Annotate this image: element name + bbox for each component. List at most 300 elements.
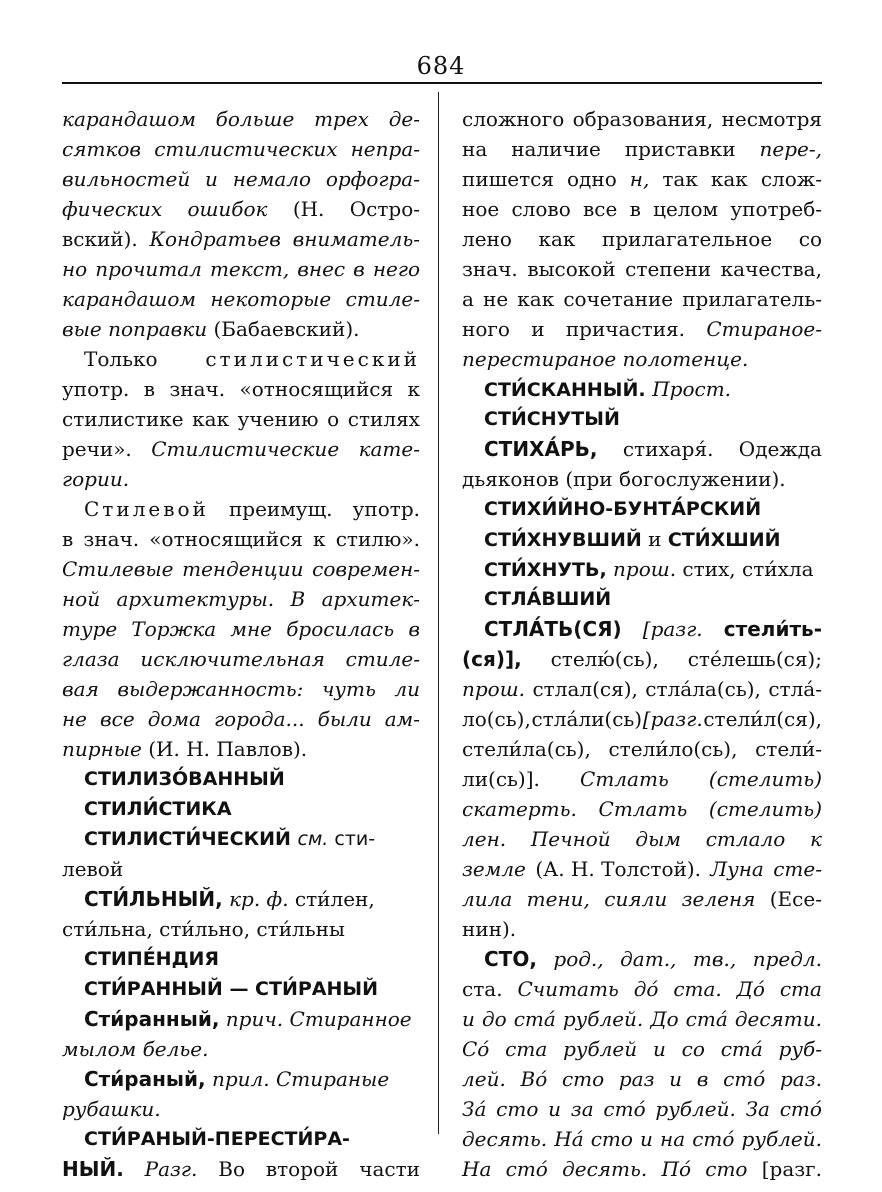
text-segment: чуть <box>321 677 376 701</box>
text-segment: ного <box>462 317 510 341</box>
text-segment: прич. Стиранное <box>219 1007 412 1031</box>
text-segment: ной <box>62 587 101 611</box>
text-segment: лила <box>462 887 513 911</box>
text-line <box>462 494 822 524</box>
text-line <box>62 1094 420 1124</box>
text-line <box>462 1064 822 1094</box>
text-segment: со <box>681 1037 705 1061</box>
text-segment: стилистических <box>154 137 338 161</box>
text-segment: так <box>662 167 698 191</box>
text-segment: употр. <box>62 377 130 401</box>
text-segment: рубашки. <box>62 1097 161 1121</box>
text-segment: и <box>531 317 545 341</box>
right-column <box>462 104 822 1184</box>
text-segment: раз <box>618 1067 655 1091</box>
text-segment: десять. <box>562 1157 648 1181</box>
text-line <box>462 854 822 884</box>
text-segment: лей. <box>462 1067 506 1091</box>
text-segment: Сти́раный, <box>84 1067 206 1091</box>
text-segment: текст, <box>209 257 290 281</box>
text-segment: слож- <box>760 167 822 191</box>
text-segment: как <box>538 227 576 251</box>
text-segment: и <box>640 1127 653 1151</box>
text-segment: Печной <box>530 827 611 851</box>
text-segment: дома <box>147 707 201 731</box>
text-segment: пирные <box>62 737 149 761</box>
text-line <box>462 824 822 854</box>
text-segment: Одежда <box>738 437 822 461</box>
text-line <box>462 614 822 644</box>
text-segment: сятков <box>62 137 142 161</box>
text-line <box>462 674 822 704</box>
text-segment: В <box>290 587 306 611</box>
text-line <box>62 134 420 164</box>
text-segment: НЫЙ. <box>62 1157 124 1181</box>
text-segment: все <box>100 707 135 731</box>
text-segment: ли <box>394 677 420 701</box>
text-segment: стиле- <box>345 647 420 671</box>
text-segment: ста́ <box>720 1037 763 1061</box>
text-line <box>462 584 822 614</box>
text-line <box>62 524 420 554</box>
text-segment: качества, <box>720 257 822 281</box>
text-segment: прош. <box>462 677 526 701</box>
text-segment: СТИХИ́ЙНО-БУНТА́РСКИЙ <box>484 498 762 520</box>
text-segment: сложного <box>462 107 565 131</box>
text-segment: кр. ф. <box>229 887 289 911</box>
text-segment: ста. <box>673 977 722 1001</box>
text-segment: до́ <box>633 977 659 1001</box>
text-segment: несмотря <box>721 107 822 131</box>
text-segment: фических <box>62 197 163 221</box>
page-number: 684 <box>416 52 466 80</box>
text-line <box>62 254 420 284</box>
text-segment: некоторые <box>210 287 332 311</box>
text-segment: лен. <box>462 827 507 851</box>
text-line <box>62 824 420 854</box>
text-line <box>462 134 822 164</box>
text-segment: сочетание <box>563 287 674 311</box>
text-line <box>462 914 822 944</box>
text-segment: (А. Н. Толстой). <box>535 857 702 881</box>
text-segment: но <box>62 257 88 281</box>
text-segment: к <box>313 527 326 551</box>
text-line <box>62 164 420 194</box>
text-segment: гории. <box>62 467 130 491</box>
text-segment: левой <box>62 857 124 881</box>
text-line <box>62 434 420 464</box>
text-line <box>462 254 822 284</box>
text-segment: н, <box>629 167 650 191</box>
text-segment: как <box>710 167 748 191</box>
text-line <box>62 1154 420 1184</box>
text-segment: а <box>462 287 474 311</box>
text-segment: Сти́ранный, <box>84 1007 220 1031</box>
text-segment: стих, сти́хла <box>676 557 814 581</box>
text-line <box>462 734 822 764</box>
text-segment: сто <box>590 1127 633 1151</box>
text-segment: Во <box>218 1157 245 1181</box>
text-segment: Со́ <box>462 1037 490 1061</box>
text-segment: (ся)], <box>462 647 522 671</box>
text-segment: пере-, <box>759 137 822 161</box>
text-segment: причастия. <box>565 317 686 341</box>
text-segment: стлало <box>705 827 786 851</box>
text-segment: стлал(ся), <box>532 677 638 701</box>
text-segment: степени <box>625 257 712 281</box>
text-line <box>462 224 822 254</box>
text-segment: туре <box>62 617 118 641</box>
text-line <box>62 764 420 794</box>
text-segment: и <box>669 1067 683 1091</box>
text-segment: были <box>317 707 372 731</box>
text-segment: части <box>359 1157 420 1181</box>
text-segment: За <box>745 1097 770 1121</box>
text-segment: До <box>650 1007 679 1031</box>
text-line <box>62 494 420 524</box>
text-segment: десять. <box>462 1127 548 1151</box>
text-line <box>62 464 420 494</box>
text-segment: сте́лешь(ся); <box>687 647 822 671</box>
text-line <box>62 1124 420 1154</box>
text-segment: СТИ́ЛЬНЫЙ, <box>84 887 223 911</box>
text-segment: в <box>408 617 420 641</box>
text-segment: учению <box>237 407 319 431</box>
text-segment: к <box>407 377 420 401</box>
text-segment: карандашом <box>62 107 196 131</box>
text-segment: стели́ла(сь), <box>462 737 591 761</box>
text-line <box>462 194 822 224</box>
text-segment: ста́ <box>685 1007 728 1031</box>
text-segment: слово <box>511 197 571 221</box>
text-segment: СТИ́СКАННЫЙ. <box>484 379 653 401</box>
text-segment: ное <box>462 197 500 221</box>
text-segment: к <box>810 827 822 851</box>
text-segment: стилистический <box>205 347 420 371</box>
text-segment: сто́ <box>505 1157 548 1181</box>
text-segment: (Н. <box>292 197 325 221</box>
text-line <box>62 374 420 404</box>
text-segment: (Есе- <box>769 887 822 911</box>
text-segment: целом <box>653 197 719 221</box>
text-line <box>462 1034 822 1064</box>
text-segment: стла́ла(сь), <box>645 677 761 701</box>
text-segment: СТИЛИЗО́ВАННЫЙ <box>84 768 285 790</box>
text-segment: выдержанность: <box>117 677 304 701</box>
text-segment: на <box>462 137 488 161</box>
text-segment: сти́льна, сти́льно, сти́льны <box>62 917 345 941</box>
text-segment: знач. <box>83 527 140 551</box>
text-segment: дым <box>635 827 681 851</box>
text-segment: «относящийся <box>149 527 303 551</box>
text-segment: Считать <box>517 977 619 1001</box>
text-line <box>462 104 822 134</box>
text-segment: второй <box>265 1157 339 1181</box>
text-line <box>62 554 420 584</box>
text-line <box>462 794 822 824</box>
text-segment: стели́ть- <box>723 617 822 641</box>
text-line <box>62 644 420 674</box>
text-segment: стели́ло(сь), <box>608 737 738 761</box>
text-segment: сти́лен, <box>288 887 375 911</box>
text-line <box>462 374 822 404</box>
text-segment: немало <box>232 167 312 191</box>
text-line <box>462 1004 822 1034</box>
text-segment: в <box>696 1067 709 1091</box>
text-segment: стели́л(ся), <box>703 707 822 731</box>
text-segment: (Бабаевский). <box>213 317 360 341</box>
text-segment: как <box>517 287 555 311</box>
text-segment: приставки <box>624 137 736 161</box>
text-segment: На <box>462 1157 492 1181</box>
text-segment: орфогра- <box>325 167 420 191</box>
text-segment: дат., <box>620 947 677 971</box>
text-line <box>62 914 420 944</box>
text-segment: сто́ <box>603 1097 646 1121</box>
text-line <box>462 1094 822 1124</box>
text-segment: на <box>660 1127 686 1151</box>
text-segment: рублей <box>563 1037 638 1061</box>
text-segment: речи». <box>62 437 132 461</box>
text-segment: Прост. <box>652 377 732 401</box>
text-segment: стилях <box>347 407 420 431</box>
text-line <box>62 314 420 344</box>
text-segment: До́ <box>736 977 765 1001</box>
text-line <box>462 464 822 494</box>
text-line <box>62 194 420 224</box>
text-line <box>462 434 822 464</box>
text-segment: сто <box>561 1067 605 1091</box>
text-segment: дьяконов (при богослужении). <box>462 467 786 491</box>
text-segment: тв., <box>692 947 737 971</box>
text-segment: глаза <box>62 647 120 671</box>
text-segment: сто́ <box>692 1127 735 1151</box>
text-segment: СТЛА́ТЬ(СЯ) <box>484 617 622 641</box>
text-line <box>62 104 420 134</box>
text-segment: не <box>62 707 88 731</box>
text-segment: города... <box>213 707 305 731</box>
text-segment: ли(сь)]. <box>462 767 540 791</box>
text-line <box>462 644 822 674</box>
text-segment: Стилистические <box>151 437 340 461</box>
text-segment: стла́ли(сь) <box>531 707 643 731</box>
text-line <box>62 614 420 644</box>
text-segment: сти- <box>328 828 376 850</box>
text-line <box>62 1034 420 1064</box>
text-line <box>62 884 420 914</box>
text-segment: ошибок <box>187 197 268 221</box>
text-segment: СТИ́СНУТЫЙ <box>484 408 620 430</box>
text-segment: [разг. <box>642 707 703 731</box>
text-segment: СТИ́ХНУТЬ, <box>484 559 607 581</box>
text-segment: вильностей <box>62 167 191 191</box>
text-segment: СТИ́ХШИЙ <box>667 529 781 551</box>
text-segment: внес <box>297 257 346 281</box>
text-segment: бросилась <box>286 617 395 641</box>
text-segment: (И. Н. Павлов). <box>148 737 308 761</box>
text-segment: рублей. <box>741 1127 822 1151</box>
text-segment: трех <box>314 107 369 131</box>
text-segment: сто́ <box>723 1067 766 1091</box>
left-column <box>62 104 420 1184</box>
text-segment: земле <box>462 857 526 881</box>
column-divider <box>438 92 439 1134</box>
text-segment: ам- <box>384 707 420 731</box>
text-segment: СТИЛИ́СТИКА <box>84 798 232 820</box>
text-segment: Луна <box>710 857 764 881</box>
text-segment: и <box>641 527 668 551</box>
text-segment: нин). <box>462 917 517 941</box>
text-segment: сто́ <box>779 1097 822 1121</box>
text-segment: мылом белье. <box>62 1037 209 1061</box>
text-segment: преимущ. <box>228 497 333 521</box>
text-line <box>62 974 420 1004</box>
text-line <box>462 164 822 194</box>
text-segment: как <box>192 407 230 431</box>
text-segment: до <box>481 1007 507 1031</box>
text-segment: СТИХА́РЬ, <box>484 437 598 461</box>
text-segment: рублей. <box>655 1097 736 1121</box>
text-segment: употр. <box>352 497 420 521</box>
text-segment: мне <box>230 617 273 641</box>
text-line <box>462 1154 822 1184</box>
text-line <box>62 284 420 314</box>
text-segment: знач. <box>462 257 518 281</box>
text-segment: образования, <box>572 107 714 131</box>
text-segment: ста́ <box>513 1007 556 1031</box>
text-segment: со <box>798 227 822 251</box>
text-segment: вые поправки <box>62 317 214 341</box>
text-segment: (стелить) <box>708 767 822 791</box>
text-segment: прилагатель- <box>682 287 822 311</box>
text-segment: Кондратьев <box>149 227 281 251</box>
text-segment: за <box>570 1097 594 1121</box>
text-segment: употреб- <box>730 197 822 221</box>
text-segment: в <box>353 257 365 281</box>
text-line <box>462 944 822 974</box>
text-segment: СТИПЕ́НДИЯ <box>84 948 220 970</box>
text-segment: На́ <box>554 1127 584 1151</box>
text-segment: сияли <box>604 887 668 911</box>
text-segment: род., <box>553 947 604 971</box>
text-segment: ло(сь), <box>462 707 531 731</box>
text-segment: СТИЛИСТИ́ЧЕСКИЙ <box>84 828 298 850</box>
text-segment: руб- <box>778 1037 822 1061</box>
text-line <box>462 314 822 344</box>
text-segment: зеленя <box>681 887 756 911</box>
text-segment: сте- <box>773 857 822 881</box>
text-segment: см. <box>297 828 329 850</box>
text-segment: «относящийся <box>239 377 394 401</box>
text-segment: СТО, <box>484 947 537 971</box>
text-segment: высокой <box>527 257 616 281</box>
text-segment: карандашом <box>62 287 196 311</box>
text-segment: пишется <box>462 167 554 191</box>
text-segment: в <box>629 197 641 221</box>
text-segment: СТИ́РАНЫЙ-ПЕРЕСТИ́РА- <box>84 1128 350 1150</box>
text-segment: лено <box>462 227 512 251</box>
text-segment: де- <box>388 107 420 131</box>
text-segment: Разг. <box>144 1157 198 1181</box>
text-line <box>62 854 420 884</box>
text-segment: стихаря́. <box>622 437 714 461</box>
text-segment: наличие <box>511 137 601 161</box>
text-line <box>462 344 822 374</box>
text-segment: стилю». <box>335 527 420 551</box>
text-line <box>462 554 822 584</box>
text-segment: него <box>372 257 420 281</box>
text-line <box>62 734 420 764</box>
text-segment: стиле- <box>345 287 420 311</box>
text-segment: и <box>205 167 218 191</box>
text-segment: Торжка <box>131 617 217 641</box>
text-segment: Только <box>84 347 158 371</box>
text-segment: перестираное полотенце. <box>462 347 749 371</box>
text-segment: раз. <box>779 1067 822 1091</box>
text-line <box>462 764 822 794</box>
text-segment: Стираное- <box>706 317 822 341</box>
text-line <box>62 674 420 704</box>
text-line <box>462 524 822 554</box>
text-segment: Стлать <box>598 797 688 821</box>
text-segment: СТИ́ХНУВШИЙ <box>484 529 642 551</box>
text-segment: [разг. <box>642 617 703 641</box>
text-segment: вая <box>62 677 99 701</box>
text-line <box>462 704 822 734</box>
text-line <box>62 704 420 734</box>
text-segment: СТИ́РАННЫЙ — СТИ́РАНЫЙ <box>84 978 378 1000</box>
text-segment: одно <box>567 167 617 191</box>
text-line <box>462 974 822 1004</box>
text-segment: стла́- <box>768 677 822 701</box>
text-line <box>62 404 420 434</box>
text-segment: архитектуры. <box>116 587 275 611</box>
text-segment: Стилевой <box>84 497 209 521</box>
text-segment: По́ <box>661 1157 691 1181</box>
text-segment: вниматель- <box>292 227 420 251</box>
text-line <box>462 284 822 314</box>
text-segment: (стелить) <box>708 797 822 821</box>
header-rule <box>62 82 822 84</box>
text-segment: прил. Стираные <box>205 1067 390 1091</box>
text-line <box>62 584 420 614</box>
text-segment: [разг. <box>761 1157 822 1181</box>
text-line <box>462 884 822 914</box>
text-segment: сто <box>705 1157 748 1181</box>
text-segment: прилагательное <box>601 227 773 251</box>
text-segment: и <box>652 1037 666 1061</box>
text-segment: Стилевые <box>62 557 174 581</box>
text-segment: стелю́(сь), <box>550 647 659 671</box>
text-segment: ста <box>779 977 822 1001</box>
text-segment: Остро- <box>349 197 420 221</box>
text-segment: десяти. <box>734 1007 822 1031</box>
text-segment: Стлать <box>580 767 669 791</box>
text-segment: кате- <box>358 437 420 461</box>
text-segment: ста. <box>462 977 503 1001</box>
text-segment: ста <box>505 1037 548 1061</box>
text-line <box>62 794 420 824</box>
text-line <box>62 1004 420 1034</box>
text-segment: стилистике <box>62 407 184 431</box>
text-segment: современ- <box>312 557 420 581</box>
text-segment: и <box>462 1007 475 1031</box>
text-segment: больше <box>215 107 295 131</box>
text-segment: тени, <box>526 887 590 911</box>
text-segment: прош. <box>606 557 677 581</box>
text-segment: не <box>483 287 509 311</box>
text-segment: рублей. <box>562 1007 644 1031</box>
